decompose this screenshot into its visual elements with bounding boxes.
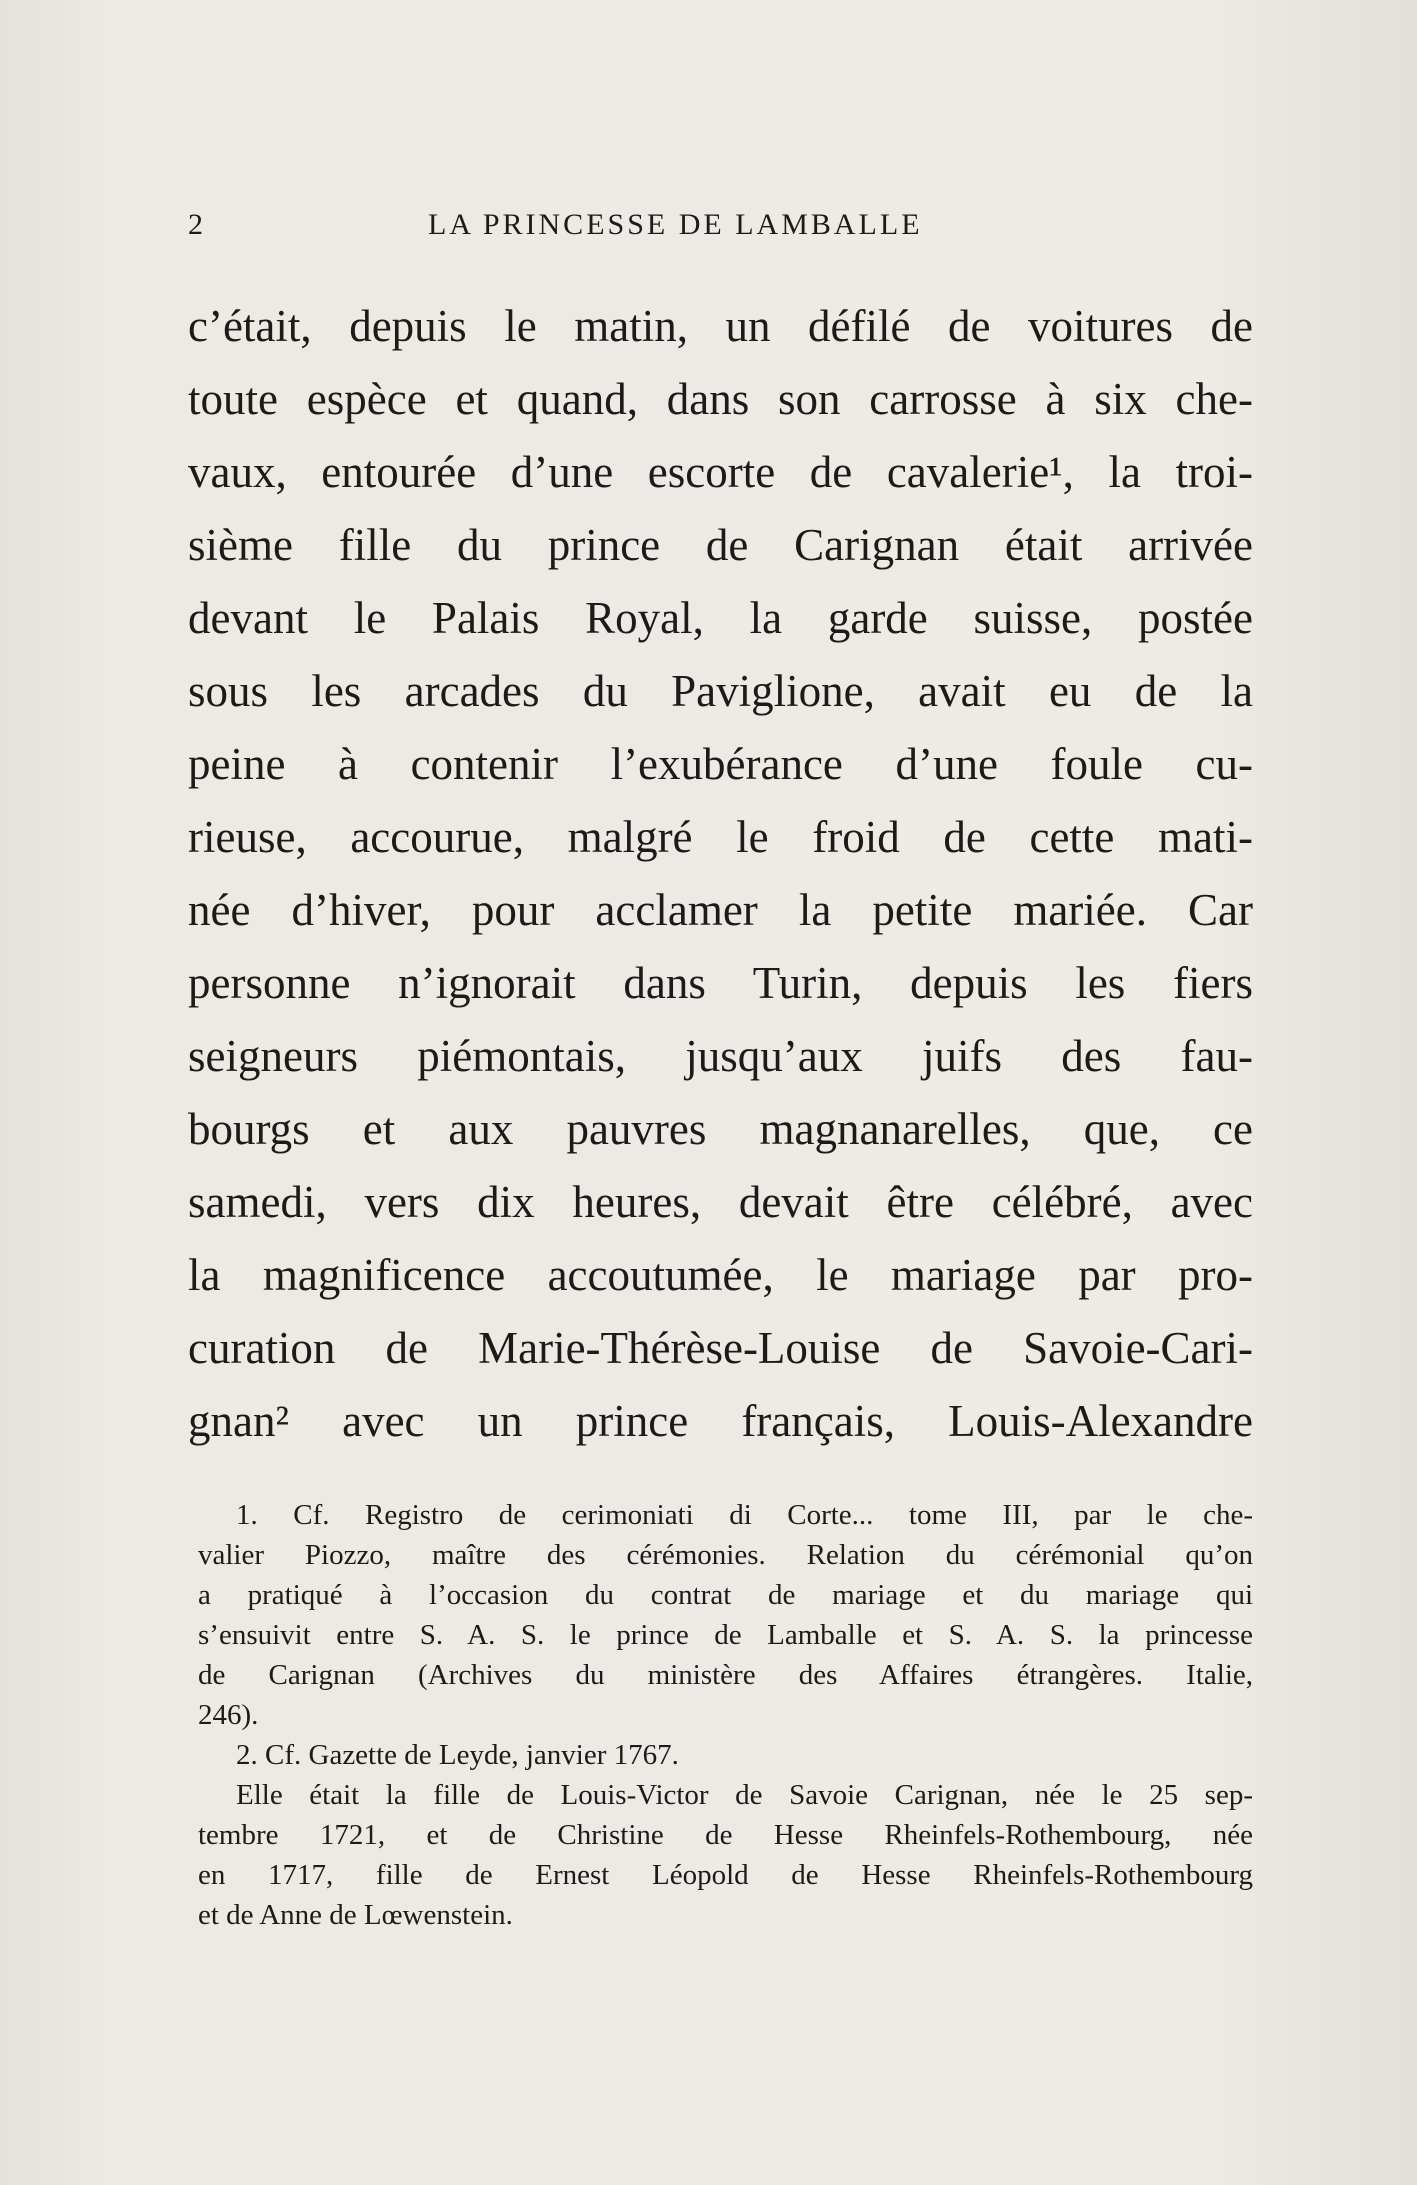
body-line: toute espèce et quand, dans son carrosse à six che- <box>188 374 1253 424</box>
footnote-line: valier Piozzo, maître des cérémonies. Relation du cérémonial qu’on <box>198 1539 1253 1571</box>
footnote-line: tembre 1721, et de Christine de Hesse Rheinfels-Rothembourg, née <box>198 1819 1253 1851</box>
body-text <box>188 290 1253 1458</box>
body-line: bourgs et aux pauvres magnanarelles, que, ce <box>188 1104 1253 1154</box>
body-line: née d’hiver, pour acclamer la petite mariée. Car <box>188 885 1253 935</box>
footnote-line: 2. Cf. Gazette de Leyde, janvier 1767. <box>236 1739 679 1771</box>
body-line: sous les arcades du Paviglione, avait eu de la <box>188 666 1253 716</box>
footnote-line: s’ensuivit entre S. A. S. le prince de Lamballe et S. A. S. la princesse <box>198 1619 1253 1651</box>
body-line: sième fille du prince de Carignan était arrivée <box>188 520 1253 570</box>
body-line: personne n’ignorait dans Turin, depuis les fiers <box>188 958 1253 1008</box>
body-line: la magnificence accoutumée, le mariage par pro- <box>188 1250 1253 1300</box>
body-line: peine à contenir l’exubérance d’une foule cu- <box>188 739 1253 789</box>
body-line: c’était, depuis le matin, un défilé de voitures de <box>188 301 1253 351</box>
page-number: 2 <box>188 208 206 241</box>
body-line: gnan² avec un prince français, Louis-Alexandre <box>188 1396 1253 1446</box>
footnotes <box>198 1495 1253 1935</box>
footnote-line: 1. Cf. Registro de cerimoniati di Corte... tome III, par le che- <box>236 1499 1253 1531</box>
body-line: samedi, vers dix heures, devait être célébré, avec <box>188 1177 1253 1227</box>
body-line: seigneurs piémontais, jusqu’aux juifs des fau- <box>188 1031 1253 1081</box>
body-line: rieuse, accourue, malgré le froid de cette mati- <box>188 812 1253 862</box>
footnote-line: et de Anne de Lœwenstein. <box>198 1899 513 1931</box>
page-header <box>188 208 1018 248</box>
body-line: vaux, entourée d’une escorte de cavalerie¹, la troi- <box>188 447 1253 497</box>
body-line: curation de Marie-Thérèse-Louise de Savoie-Cari- <box>188 1323 1253 1373</box>
body-line: devant le Palais Royal, la garde suisse, postée <box>188 593 1253 643</box>
footnote-line: 246). <box>198 1699 259 1731</box>
footnote-line: en 1717, fille de Ernest Léopold de Hesse Rheinfels-Rothembourg <box>198 1859 1253 1891</box>
running-head: LA PRINCESSE DE LAMBALLE <box>428 208 923 241</box>
footnote-line: de Carignan (Archives du ministère des Affaires étrangères. Italie, <box>198 1659 1253 1691</box>
footnote-line: Elle était la fille de Louis-Victor de Savoie Carignan, née le 25 sep- <box>236 1779 1253 1811</box>
footnote-line: a pratiqué à l’occasion du contrat de mariage et du mariage qui <box>198 1579 1253 1611</box>
